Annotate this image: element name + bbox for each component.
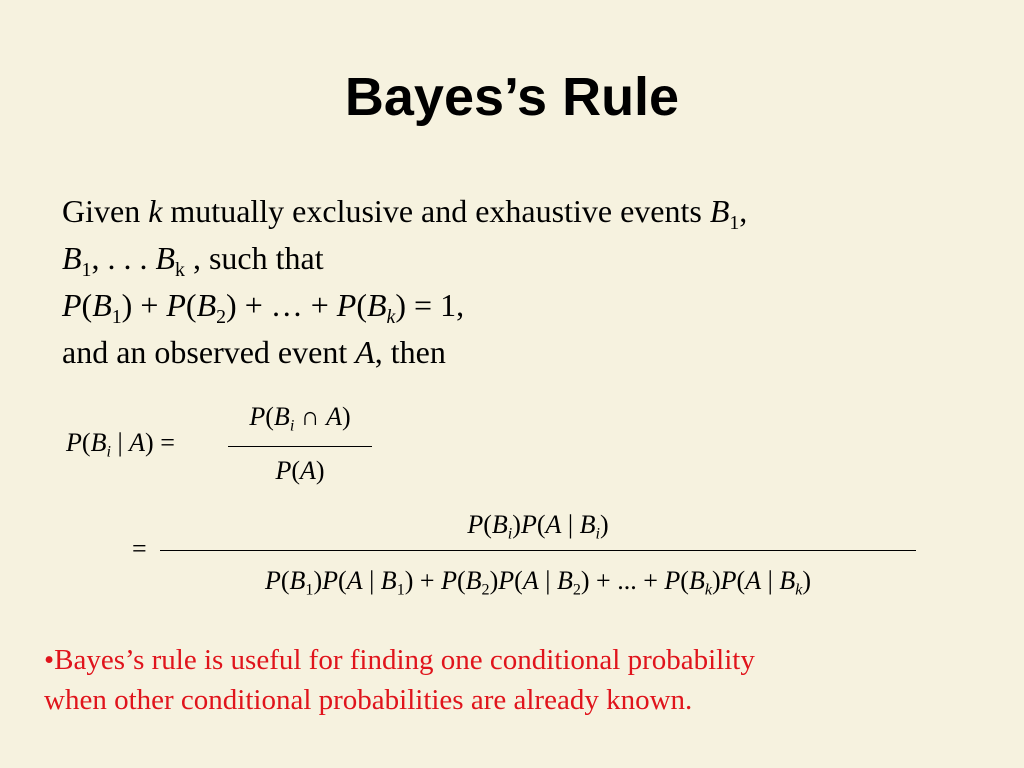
intro-line-2 bbox=[62, 235, 962, 282]
intro-events: mutually exclusive and exhaustive events bbox=[162, 193, 710, 229]
intro-given: Given bbox=[62, 193, 149, 229]
bullet-note bbox=[44, 640, 1004, 720]
var-B: B bbox=[155, 240, 176, 276]
var-B: B bbox=[62, 240, 82, 276]
fraction-2-bar bbox=[160, 550, 916, 551]
ellipsis: , . . . bbox=[91, 240, 156, 276]
fraction-2-numerator: $P(B_i)P(A$ | $B_i$) bbox=[467, 510, 609, 543]
sub-1: 1 bbox=[81, 258, 92, 281]
note-line-1: •Bayes’s rule is useful for finding one conditional probability bbox=[44, 644, 755, 676]
intro-line-3: $P(B_1) + P(B_2)$ + … + $P(B_k) = 1$, bbox=[62, 287, 465, 328]
formula-lhs: $P(B_i$ | A) = bbox=[66, 428, 175, 461]
such-that: , such that bbox=[184, 240, 324, 276]
var-k: k bbox=[148, 193, 163, 229]
fraction-1 bbox=[228, 400, 372, 488]
note-line-2: when other conditional probabilities are already known. bbox=[44, 684, 693, 716]
fraction-1-numerator: $P(B_i$ ∩ A) bbox=[249, 402, 351, 435]
fraction-1-bar bbox=[228, 446, 372, 447]
intro-line-1 bbox=[62, 188, 962, 235]
then: , then bbox=[374, 334, 446, 370]
fraction-1-denominator: P(A) bbox=[275, 456, 325, 485]
var-B: B bbox=[709, 193, 730, 229]
sub-k: k bbox=[175, 258, 185, 281]
comma: , bbox=[739, 193, 748, 229]
observed-event: and an observed event bbox=[62, 334, 356, 370]
slide-title: Bayes’s Rule bbox=[344, 67, 680, 127]
fraction-2-denominator: $P(B_1)P(A$ | $B_1) + P(B_2)P(A$ | $B_2$) + ... + $P(B_k)P(A$ | $B_k$) bbox=[264, 566, 812, 599]
formula-equals: = bbox=[132, 534, 147, 563]
fraction-2 bbox=[160, 508, 916, 598]
var-A: A bbox=[355, 334, 375, 370]
intro-line-4 bbox=[62, 329, 962, 376]
sub-1: 1 bbox=[729, 211, 740, 234]
intro-text bbox=[62, 188, 962, 376]
